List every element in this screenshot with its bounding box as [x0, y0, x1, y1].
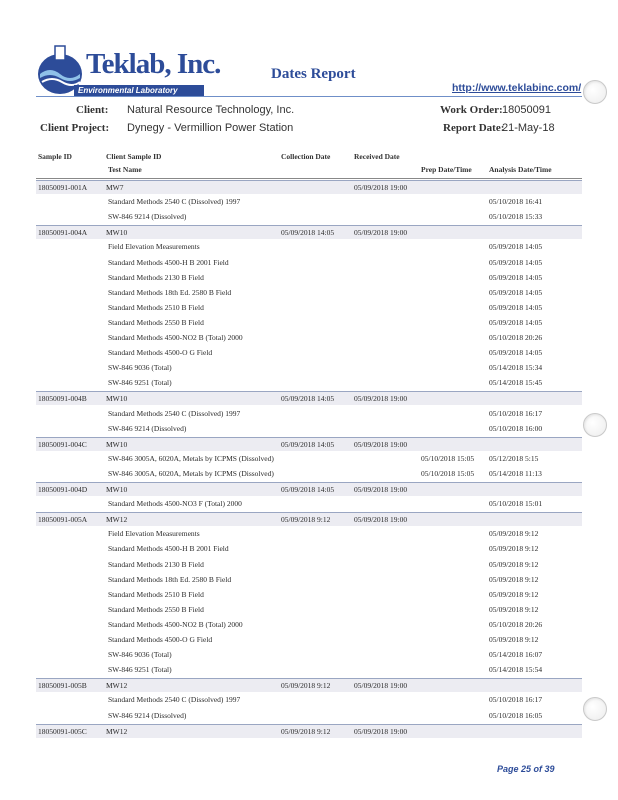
- analysis-date-cell: 05/10/2018 16:17: [489, 409, 543, 418]
- test-name-cell: Standard Methods 2510 B Field: [108, 303, 204, 312]
- received-date-cell: 05/09/2018 19:00: [354, 681, 408, 690]
- received-date-cell: 05/09/2018 19:00: [354, 228, 408, 237]
- logo-text: Teklab, Inc.: [86, 48, 221, 80]
- sample-row: [36, 482, 582, 496]
- test-name-cell: Standard Methods 2130 B Field: [108, 273, 204, 282]
- received-date-cell: 05/09/2018 19:00: [354, 440, 408, 449]
- test-name-cell: Standard Methods 18th Ed. 2580 B Field: [108, 288, 232, 297]
- sample-row: [36, 225, 582, 239]
- analysis-date-cell: 05/09/2018 9:12: [489, 635, 539, 644]
- test-row: [36, 558, 582, 571]
- prep-date-cell: 05/10/2018 15:05: [421, 469, 475, 478]
- client-label: Client:: [76, 104, 109, 116]
- test-row: [36, 527, 582, 540]
- collection-date-cell: 05/09/2018 9:12: [281, 727, 331, 736]
- collection-date-cell: 05/09/2018 9:12: [281, 515, 331, 524]
- test-row: [36, 497, 582, 510]
- test-name-cell: Standard Methods 2510 B Field: [108, 590, 204, 599]
- project-value: Dynegy - Vermillion Power Station: [127, 122, 294, 134]
- test-row: [36, 588, 582, 601]
- prep-date-cell: 05/10/2018 15:05: [421, 454, 475, 463]
- test-row: [36, 240, 582, 253]
- analysis-date-cell: 05/09/2018 9:12: [489, 529, 539, 538]
- teklab-logo: [34, 44, 234, 100]
- sample-id-cell: 18050091-004C: [38, 440, 87, 449]
- project-label: Client Project:: [40, 122, 110, 134]
- test-name-cell: Standard Methods 4500-NO3 F (Total) 2000: [108, 499, 242, 508]
- analysis-date-cell: 05/10/2018 16:41: [489, 197, 543, 206]
- analysis-date-cell: 05/14/2018 11:13: [489, 469, 542, 478]
- analysis-date-cell: 05/10/2018 16:00: [489, 424, 543, 433]
- analysis-date-cell: 05/14/2018 16:07: [489, 650, 543, 659]
- sample-id-cell: 18050091-005A: [38, 515, 88, 524]
- analysis-date-cell: 05/10/2018 20:26: [489, 333, 543, 342]
- test-row: [36, 346, 582, 359]
- sample-row: [36, 437, 582, 451]
- punch-hole-2: [583, 413, 607, 437]
- sample-row: [36, 391, 582, 405]
- analysis-date-cell: 05/09/2018 9:12: [489, 575, 539, 584]
- sample-id-cell: 18050091-004B: [38, 394, 87, 403]
- table-header-divider: [36, 178, 582, 179]
- test-name-cell: Standard Methods 2540 C (Dissolved) 1997: [108, 695, 241, 704]
- col-analysis-date: Analysis Date/Time: [489, 165, 552, 174]
- analysis-date-cell: 05/09/2018 14:05: [489, 242, 543, 251]
- test-name-cell: Field Elevation Measurements: [108, 529, 200, 538]
- test-row: [36, 633, 582, 646]
- sample-id-cell: 18050091-004A: [38, 228, 88, 237]
- test-name-cell: SW-846 9036 (Total): [108, 650, 172, 659]
- analysis-date-cell: 05/09/2018 14:05: [489, 288, 543, 297]
- client-sample-id-cell: MW12: [106, 515, 128, 524]
- work-order-value: 18050091: [502, 104, 551, 116]
- client-sample-id-cell: MW7: [106, 183, 124, 192]
- sample-id-cell: 18050091-004D: [38, 485, 88, 494]
- analysis-date-cell: 05/09/2018 9:12: [489, 560, 539, 569]
- logo-subtitle: Environmental Laboratory: [78, 86, 178, 95]
- test-row: [36, 210, 582, 223]
- analysis-date-cell: 05/09/2018 14:05: [489, 303, 543, 312]
- test-name-cell: Standard Methods 4500-O G Field: [108, 635, 213, 644]
- test-name-cell: Standard Methods 2540 C (Dissolved) 1997: [108, 409, 241, 418]
- collection-date-cell: 05/09/2018 14:05: [281, 228, 335, 237]
- received-date-cell: 05/09/2018 19:00: [354, 727, 408, 736]
- analysis-date-cell: 05/12/2018 5:15: [489, 454, 539, 463]
- analysis-date-cell: 05/10/2018 15:01: [489, 499, 543, 508]
- test-row: [36, 618, 582, 631]
- client-sample-id-cell: MW10: [106, 228, 128, 237]
- col-sample-id: Sample ID: [38, 152, 72, 161]
- test-name-cell: SW-846 3005A, 6020A, Metals by ICPMS (Dissolved): [108, 469, 274, 478]
- analysis-date-cell: 05/09/2018 14:05: [489, 258, 543, 267]
- test-row: [36, 271, 582, 284]
- test-name-cell: Standard Methods 2550 B Field: [108, 605, 204, 614]
- test-name-cell: Field Elevation Measurements: [108, 242, 200, 251]
- test-row: [36, 331, 582, 344]
- col-test-name: Test Name: [108, 165, 142, 174]
- test-name-cell: Standard Methods 2550 B Field: [108, 318, 204, 327]
- col-prep-date: Prep Date/Time: [421, 165, 472, 174]
- received-date-cell: 05/09/2018 19:00: [354, 183, 408, 192]
- test-row: [36, 422, 582, 435]
- test-name-cell: SW-846 9251 (Total): [108, 665, 172, 674]
- analysis-date-cell: 05/09/2018 9:12: [489, 544, 539, 553]
- client-sample-id-cell: MW10: [106, 485, 128, 494]
- collection-date-cell: 05/09/2018 14:05: [281, 440, 335, 449]
- received-date-cell: 05/09/2018 19:00: [354, 485, 408, 494]
- sample-id-cell: 18050091-001A: [38, 183, 88, 192]
- punch-hole-3: [583, 697, 607, 721]
- sample-row: [36, 512, 582, 526]
- client-sample-id-cell: MW10: [106, 394, 128, 403]
- test-name-cell: SW-846 9214 (Dissolved): [108, 711, 187, 720]
- collection-date-cell: 05/09/2018 9:12: [281, 681, 331, 690]
- analysis-date-cell: 05/09/2018 9:12: [489, 605, 539, 614]
- test-row: [36, 467, 582, 480]
- test-row: [36, 256, 582, 269]
- test-row: [36, 709, 582, 722]
- analysis-date-cell: 05/09/2018 9:12: [489, 590, 539, 599]
- test-row: [36, 376, 582, 389]
- col-collection-date: Collection Date: [281, 152, 331, 161]
- test-name-cell: SW-846 9214 (Dissolved): [108, 212, 187, 221]
- sample-id-cell: 18050091-005B: [38, 681, 87, 690]
- collection-date-cell: 05/09/2018 14:05: [281, 394, 335, 403]
- client-sample-id-cell: MW12: [106, 681, 128, 690]
- test-name-cell: Standard Methods 4500-O G Field: [108, 348, 213, 357]
- received-date-cell: 05/09/2018 19:00: [354, 394, 408, 403]
- website-link[interactable]: http://www.teklabinc.com/: [452, 82, 582, 94]
- work-order-label: Work Order:: [440, 104, 503, 116]
- test-name-cell: Standard Methods 2130 B Field: [108, 560, 204, 569]
- client-sample-id-cell: MW12: [106, 727, 128, 736]
- test-row: [36, 407, 582, 420]
- test-row: [36, 301, 582, 314]
- sample-id-cell: 18050091-005C: [38, 727, 87, 736]
- test-row: [36, 573, 582, 586]
- test-row: [36, 195, 582, 208]
- analysis-date-cell: 05/14/2018 15:45: [489, 378, 543, 387]
- report-date-value: 21-May-18: [502, 122, 555, 134]
- report-date-label: Report Date:: [443, 122, 505, 134]
- test-row: [36, 663, 582, 676]
- test-name-cell: Standard Methods 4500-NO2 B (Total) 2000: [108, 333, 243, 342]
- sample-row: [36, 724, 582, 738]
- sample-row: [36, 180, 582, 194]
- client-value: Natural Resource Technology, Inc.: [127, 104, 295, 116]
- report-title: Dates Report: [271, 66, 356, 82]
- test-name-cell: Standard Methods 18th Ed. 2580 B Field: [108, 575, 232, 584]
- col-received-date: Received Date: [354, 152, 400, 161]
- test-row: [36, 361, 582, 374]
- test-name-cell: Standard Methods 4500-H B 2001 Field: [108, 544, 229, 553]
- test-row: [36, 603, 582, 616]
- sample-row: [36, 678, 582, 692]
- collection-date-cell: 05/09/2018 14:05: [281, 485, 335, 494]
- client-sample-id-cell: MW10: [106, 440, 128, 449]
- page-number: Page 25 of 39: [497, 764, 555, 774]
- test-name-cell: Standard Methods 2540 C (Dissolved) 1997: [108, 197, 241, 206]
- analysis-date-cell: 05/09/2018 14:05: [489, 348, 543, 357]
- test-name-cell: SW-846 3005A, 6020A, Metals by ICPMS (Dissolved): [108, 454, 274, 463]
- test-name-cell: SW-846 9214 (Dissolved): [108, 424, 187, 433]
- analysis-date-cell: 05/09/2018 14:05: [489, 273, 543, 282]
- test-row: [36, 316, 582, 329]
- analysis-date-cell: 05/10/2018 16:05: [489, 711, 543, 720]
- test-name-cell: Standard Methods 4500-H B 2001 Field: [108, 258, 229, 267]
- analysis-date-cell: 05/10/2018 16:17: [489, 695, 543, 704]
- test-row: [36, 648, 582, 661]
- test-name-cell: Standard Methods 4500-NO2 B (Total) 2000: [108, 620, 243, 629]
- test-name-cell: SW-846 9251 (Total): [108, 378, 172, 387]
- col-client-sample-id: Client Sample ID: [106, 152, 162, 161]
- analysis-date-cell: 05/14/2018 15:54: [489, 665, 543, 674]
- received-date-cell: 05/09/2018 19:00: [354, 515, 408, 524]
- test-name-cell: SW-846 9036 (Total): [108, 363, 172, 372]
- test-row: [36, 693, 582, 706]
- analysis-date-cell: 05/09/2018 14:05: [489, 318, 543, 327]
- analysis-date-cell: 05/10/2018 20:26: [489, 620, 543, 629]
- test-row: [36, 452, 582, 465]
- analysis-date-cell: 05/10/2018 15:33: [489, 212, 543, 221]
- test-row: [36, 542, 582, 555]
- test-row: [36, 286, 582, 299]
- punch-hole-1: [583, 80, 607, 104]
- analysis-date-cell: 05/14/2018 15:34: [489, 363, 543, 372]
- header-divider: [36, 96, 582, 97]
